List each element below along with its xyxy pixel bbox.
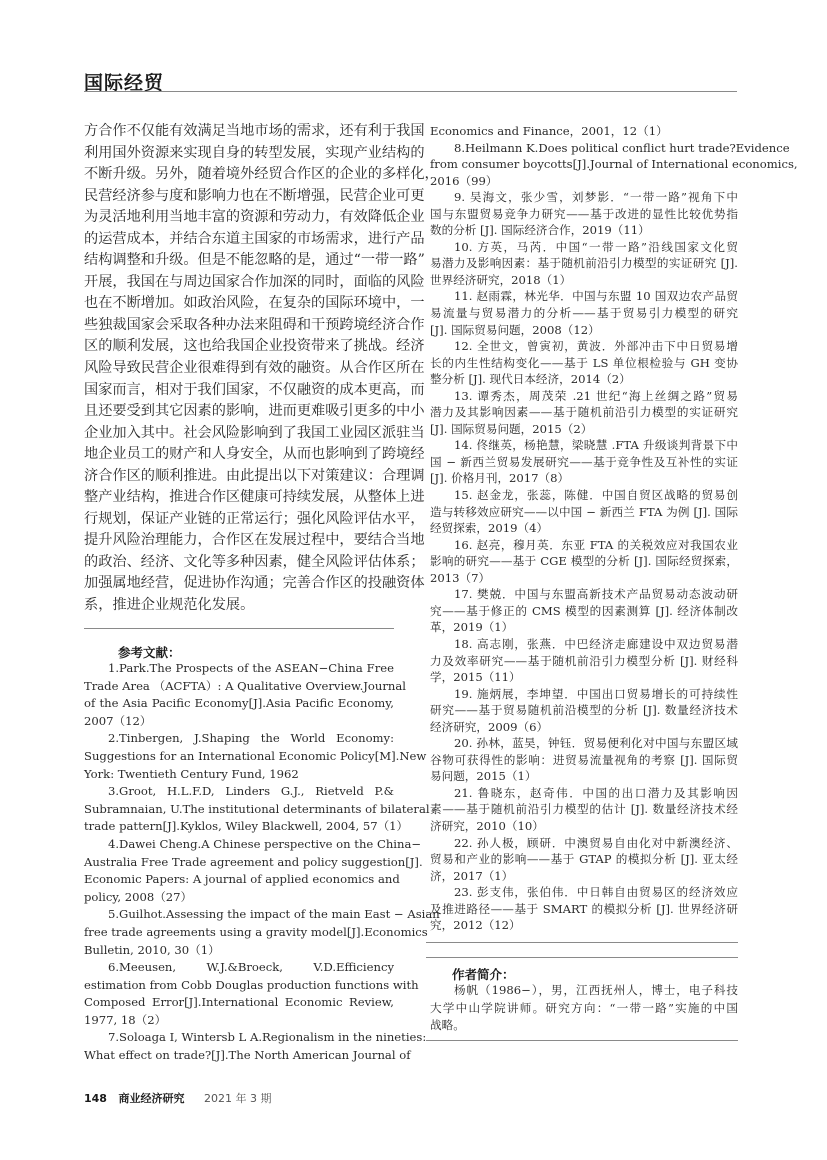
reference-line: 22. 孙人极，顾研．中澳贸易自由化对中新澳经济、 — [454, 835, 738, 850]
body-line: 也在不断增加。如政治风险，在复杂的国际环境中，一 — [84, 295, 425, 312]
page-footer — [84, 1090, 271, 1106]
reference-line: 学，2015（11） — [430, 670, 521, 685]
reference-line: 17. 樊兢．中国与东盟高新技术产品贸易动态波动研 — [454, 587, 738, 602]
reference-line: of the Asia Pacific Economy[J].Asia Pacific Economy, — [84, 696, 394, 711]
reference-line: 整分析 [J]. 现代日本经济，2014（2） — [430, 372, 631, 387]
reference-line: policy, 2008（27） — [84, 889, 193, 904]
body-line: 方合作不仅能有效满足当地市场的需求，还有利于我国 — [84, 123, 425, 139]
reference-line: Suggestions for an International Economic Policy[M].New — [84, 748, 427, 763]
reference-line: 造与转移效应研究——以中国 − 新西兰 FTA 为例 [J]. 国际 — [430, 504, 738, 519]
reference-line: 21. 鲁晓东，赵奇伟．中国的出口潜力及其影响因 — [454, 785, 738, 800]
reference-line: 16. 赵亮，穆月英．东亚 FTA 的关税效应对我国农业 — [454, 537, 738, 552]
body-line: 国家而言，相对于我们国家，不仅融资的成本更高，而 — [84, 381, 425, 398]
reference-line: 7.Soloaga I, Wintersb L A.Regionalism in the nineties: — [108, 1030, 427, 1045]
body-line: 整产业结构，推进合作区健康可持续发展，从整体上进 — [84, 489, 425, 506]
body-line: 的政治、经济、文化等多种因素，健全风险评估体系； — [84, 553, 425, 570]
reference-line: 经贸探索，2019（4） — [430, 521, 549, 536]
reference-line: York: Twentieth Century Fund, 1962 — [84, 766, 299, 781]
reference-line: 6.Meeusen, W.J.&Broeck, V.D.Efficiency — [108, 960, 394, 975]
reference-line: 易问题，2015（1） — [430, 769, 537, 784]
reference-line: 研究——基于贸易随机前沿模型的分析 [J]. 数量经济技术 — [430, 703, 738, 718]
body-line: 民营经济参与度和影响力也在不断增强，民营企业可更 — [84, 187, 425, 204]
body-text — [84, 121, 439, 617]
reference-line: Composed Error[J].International Economic Review, — [84, 995, 394, 1010]
body-line: 行规划，保证产业链的正常运行；强化风险评估水平， — [84, 510, 425, 527]
body-line: 系，推进企业规范化发展。 — [84, 597, 255, 614]
reference-line: 力及效率研究——基于随机前沿引力模型分析 [J]. 财经科 — [430, 653, 738, 668]
reference-line: 谷物可获得性的影响：进贸易流量视角的考察 [J]. 国际贸 — [430, 752, 738, 767]
author-bottom-rule — [426, 1040, 738, 1041]
reference-line: 3.Groot, H.L.F.D, Linders G.J., Rietveld P.& — [108, 784, 394, 799]
author-top-rule — [426, 957, 738, 958]
author-bio — [430, 982, 738, 1035]
reference-line: 世界经济研究，2018（1） — [430, 272, 572, 287]
body-line: 不断升级。另外，随着境外经贸合作区的企业的多样化， — [84, 166, 439, 183]
reference-line: 经济研究，2009（6） — [430, 719, 549, 734]
reference-line: Australia Free Trade agreement and policy suggestion[J]. — [84, 854, 423, 869]
reference-line: 23. 彭支伟，张伯伟．中日韩自由贸易区的经济效应 — [454, 885, 738, 900]
author-line: 大学中山学院讲师。研究方向：“一带一路”实施的中国 — [430, 1000, 738, 1015]
body-line: 提升风险治理能力，合作区在发展过程中，要结合当地 — [84, 532, 425, 549]
reference-line: 济研究，2010（10） — [430, 818, 544, 833]
reference-line: 4.Dawei Cheng.A Chinese perspective on the China− — [108, 836, 422, 851]
body-line: 企业加入其中。社会风险影响到了我国工业园区派驻当 — [84, 424, 425, 441]
body-line: 且还要受到其它因素的影响，进而更难吸引更多的中小 — [84, 403, 425, 420]
reference-line: 潜力及其影响因素——基于随机前沿引力模型的实证研究 — [430, 405, 738, 420]
references-left — [84, 660, 440, 1065]
reference-line: 19. 施炳展，李坤望．中国出口贸易增长的可持续性 — [454, 686, 738, 701]
references-top-rule — [84, 628, 394, 629]
body-line: 些独裁国家会采取各种办法来阻碍和干预跨境经济合作 — [84, 316, 425, 333]
reference-line: 影响的研究——基于 CGE 模型的分析 [J]. 国际经贸探索， — [430, 554, 738, 569]
references-right — [430, 123, 798, 934]
reference-line: Trade Area （ACFTA）: A Qualitative Overview.Journal — [84, 678, 406, 693]
issue-info: 2021 年 3 期 — [203, 1092, 272, 1105]
reference-line: 20. 孙林，蓝昊，钟钰．贸易便利化对中国与东盟区域 — [454, 736, 738, 751]
reference-line: 素——基于随机前沿引力模型的估计 [J]. 数量经济技术经 — [430, 802, 738, 817]
reference-line: trade pattern[J].Kyklos, Wiley Blackwell, 2004, 57（1） — [84, 819, 409, 834]
reference-line: 贸易和产业的影响——基于 GTAP 的模拟分析 [J]. 亚太经 — [430, 852, 738, 867]
journal-name: 商业经济研究 — [118, 1092, 185, 1105]
body-line: 利用国外资源来实现自身的转型发展，实现产业结构的 — [84, 144, 425, 161]
reference-line: 14. 佟继英，杨艳慧，梁晓慧 .FTA 升级谈判背景下中 — [454, 438, 738, 453]
reference-line: [J]. 国际贸易问题，2008（12） — [430, 322, 600, 337]
reference-line: 8.Heilmann K.Does political conflict hurt trade?Evidence — [454, 140, 790, 155]
reference-line: 1.Park.The Prospects of the ASEAN−China Free — [108, 661, 394, 675]
author-line: 杨帆（1986−），男，江西抚州人，博士，电子科技 — [454, 983, 738, 997]
author-heading: 作者简介： — [452, 967, 515, 982]
reference-line: 2016（99） — [430, 173, 498, 188]
reference-line: 1977, 18（2） — [84, 1012, 167, 1027]
reference-line: Bulletin, 2010, 30（1） — [84, 942, 220, 957]
reference-line: 2013（7） — [430, 570, 491, 585]
reference-line: 2.Tinbergen, J.Shaping the World Economy: — [108, 731, 394, 746]
reference-line: Subramnaian, U.The institutional determinants of bilateral — [84, 801, 430, 816]
reference-line: 18. 高志刚，张燕．中巴经济走廊建设中双边贸易潜 — [454, 636, 738, 651]
section-title: 国际经贸 — [84, 72, 165, 94]
reference-line: 11. 赵雨霖，林光华．中国与东盟 10 国双边农产品贸 — [454, 289, 738, 304]
page-number: 148 — [84, 1092, 107, 1105]
reference-line: estimation from Cobb Douglas production functions with — [84, 977, 419, 992]
body-line: 加强属地经营，促进协作沟通；完善合作区的投融资体 — [84, 575, 425, 592]
body-line: 的运营成本，并结合东道主国家的市场需求，进行产品 — [84, 230, 425, 247]
body-line: 开展，我国在与周边国家合作加深的同时，面临的风险 — [84, 273, 425, 290]
reference-line: What effect on trade?[J].The North American Journal of — [84, 1048, 411, 1063]
reference-line: 9. 吴海文，张少雪，刘梦影．“一带一路”视角下中 — [454, 190, 738, 205]
author-line: 战略。 — [430, 1018, 465, 1032]
reference-line: 数的分析 [J]. 国际经济合作，2019（11） — [430, 223, 650, 238]
reference-line: from consumer boycotts[J].Journal of International economics, — [430, 157, 798, 172]
reference-line: 10. 方英，马芮．中国“一带一路”沿线国家文化贸 — [454, 239, 738, 254]
body-line: 为灵活地利用当地丰富的资源和劳动力，有效降低企业 — [84, 209, 425, 226]
body-line: 风险导致民营企业很难得到有效的融资。从合作区所在 — [84, 360, 425, 377]
reference-line: 15. 赵金龙，张蕊，陈健．中国自贸区战略的贸易创 — [454, 488, 738, 503]
reference-line: 济，2017（1） — [430, 868, 514, 883]
body-line: 结构调整和升级。但是不能忽略的是，通过“一带一路” — [84, 252, 425, 269]
reference-line: 究，2012（12） — [430, 918, 521, 933]
reference-line: 究——基于修正的 CMS 模型的因素测算 [J]. 经济体制改 — [430, 603, 738, 618]
reference-line: 2007（12） — [84, 713, 152, 728]
reference-line: Economics and Finance，2001，12（1） — [430, 124, 668, 138]
reference-line: 及推进路径——基于 SMART 的模拟分析 [J]. 世界经济研 — [430, 901, 738, 916]
reference-line: 国 − 新西兰贸易发展研究——基于竞争性及互补性的实证 — [430, 454, 738, 469]
reference-line: 5.Guilhot.Assessing the impact of the main East − Asian — [108, 907, 440, 922]
reference-line: 长的内生性结构变化——基于 LS 单位根检验与 GH 变协 — [430, 355, 738, 370]
reference-line: 国与东盟贸易竞争力研究——基于改进的显性比较优势指 — [430, 206, 738, 221]
references-heading: 参考文献： — [118, 645, 181, 660]
reference-line: 易流量与贸易潜力的分析——基于贸易引力模型的研究 — [430, 306, 738, 321]
header-rule — [84, 91, 737, 92]
references-end-rule — [426, 942, 738, 943]
reference-line: 12. 全世文，曾寅初，黄波．外部冲击下中日贸易增 — [454, 339, 738, 354]
body-line: 济合作区的顺利推进。由此提出以下对策建议：合理调 — [84, 467, 425, 484]
reference-line: 易潜力及影响因素：基于随机前沿引力模型的实证研究 [J]. — [430, 256, 738, 271]
body-line: 区的顺利发展，这也给我国企业投资带来了挑战。经济 — [84, 338, 425, 355]
reference-line: [J]. 国际贸易问题，2015（2） — [430, 421, 593, 436]
reference-line: [J]. 价格月刊，2017（8） — [430, 471, 570, 486]
reference-line: free trade agreements using a gravity model[J].Economics — [84, 924, 428, 939]
body-line: 地企业员工的财产和人身安全，从而也影响到了跨境经 — [84, 446, 425, 463]
reference-line: 革，2019（1） — [430, 620, 514, 635]
reference-line: Economic Papers: A journal of applied economics and — [84, 872, 400, 887]
reference-line: 13. 谭秀杰，周茂荣 .21 世纪“海上丝绸之路”贸易 — [454, 388, 738, 403]
